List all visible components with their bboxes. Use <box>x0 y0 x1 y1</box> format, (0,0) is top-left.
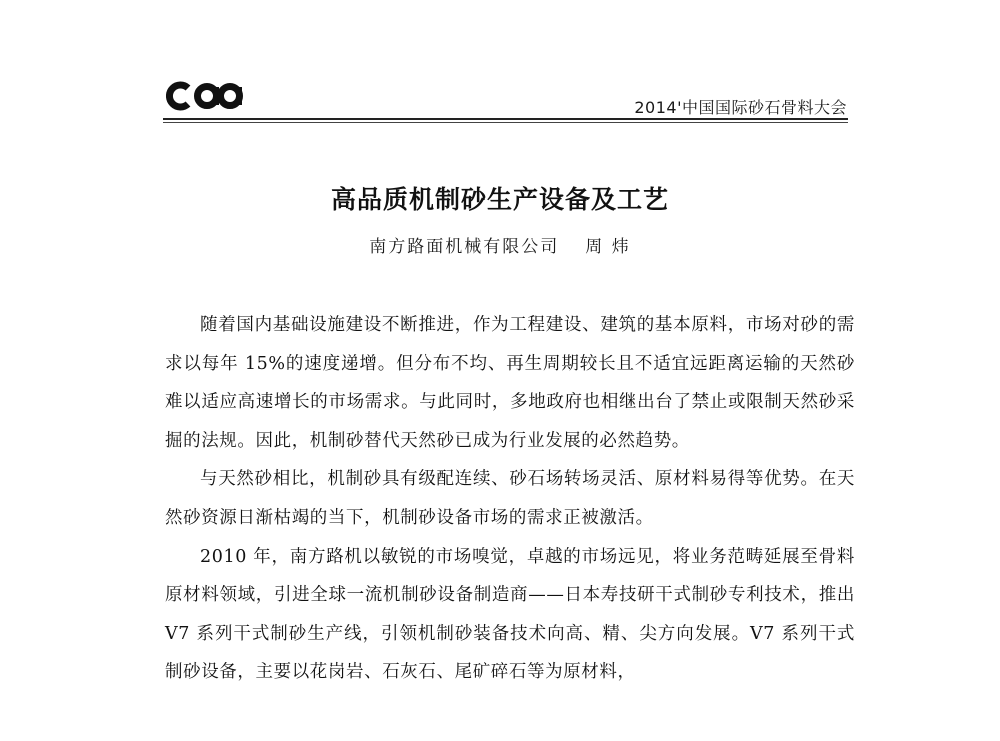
document-title: 高品质机制砂生产设备及工艺 <box>330 185 669 214</box>
byline <box>0 232 1000 257</box>
caa-logo-icon <box>166 79 246 113</box>
header-rule <box>163 118 848 120</box>
body-text <box>165 306 855 692</box>
paragraph: 与天然砂相比，机制砂具有级配连续、砂石场转场灵活、原材料易得等优势。在天然砂资源日渐枯竭的当下，机制砂设备市场的需求正被激活。 <box>165 469 855 528</box>
company-name: 南方路面机械有限公司 <box>369 237 560 257</box>
header-rule-thin <box>163 122 848 123</box>
conference-name: 2014'中国国际砂石骨料大会 <box>634 98 847 117</box>
paragraph: 2010 年，南方路机以敏锐的市场嗅觉，卓越的市场远见，将业务范畴延展至骨料原材料领域，引进全球一流机制砂设备制造商——日本寿技研干式制砂专利技术，推出 V7 系列干式制砂生产线，引领机制砂装备技术向高、精、尖方向发展。V7 系列干式制砂设备，主要以花岗岩、石灰石、尾矿碎石等为原材料， <box>165 546 855 683</box>
paragraph: 随着国内基础设施建设不断推进，作为工程建设、建筑的基本原料，市场对砂的需求以每年 15%的速度递增。但分布不均、再生周期较长且不适宜远距离运输的天然砂难以适应高速增长的市场需求。与此同时，多地政府也相继出台了禁止或限制天然砂采掘的法规。因此，机制砂替代天然砂已成为行业发展的必然趋势。 <box>165 315 855 451</box>
caa-logo <box>166 76 246 116</box>
author-name: 周 炜 <box>585 237 631 257</box>
